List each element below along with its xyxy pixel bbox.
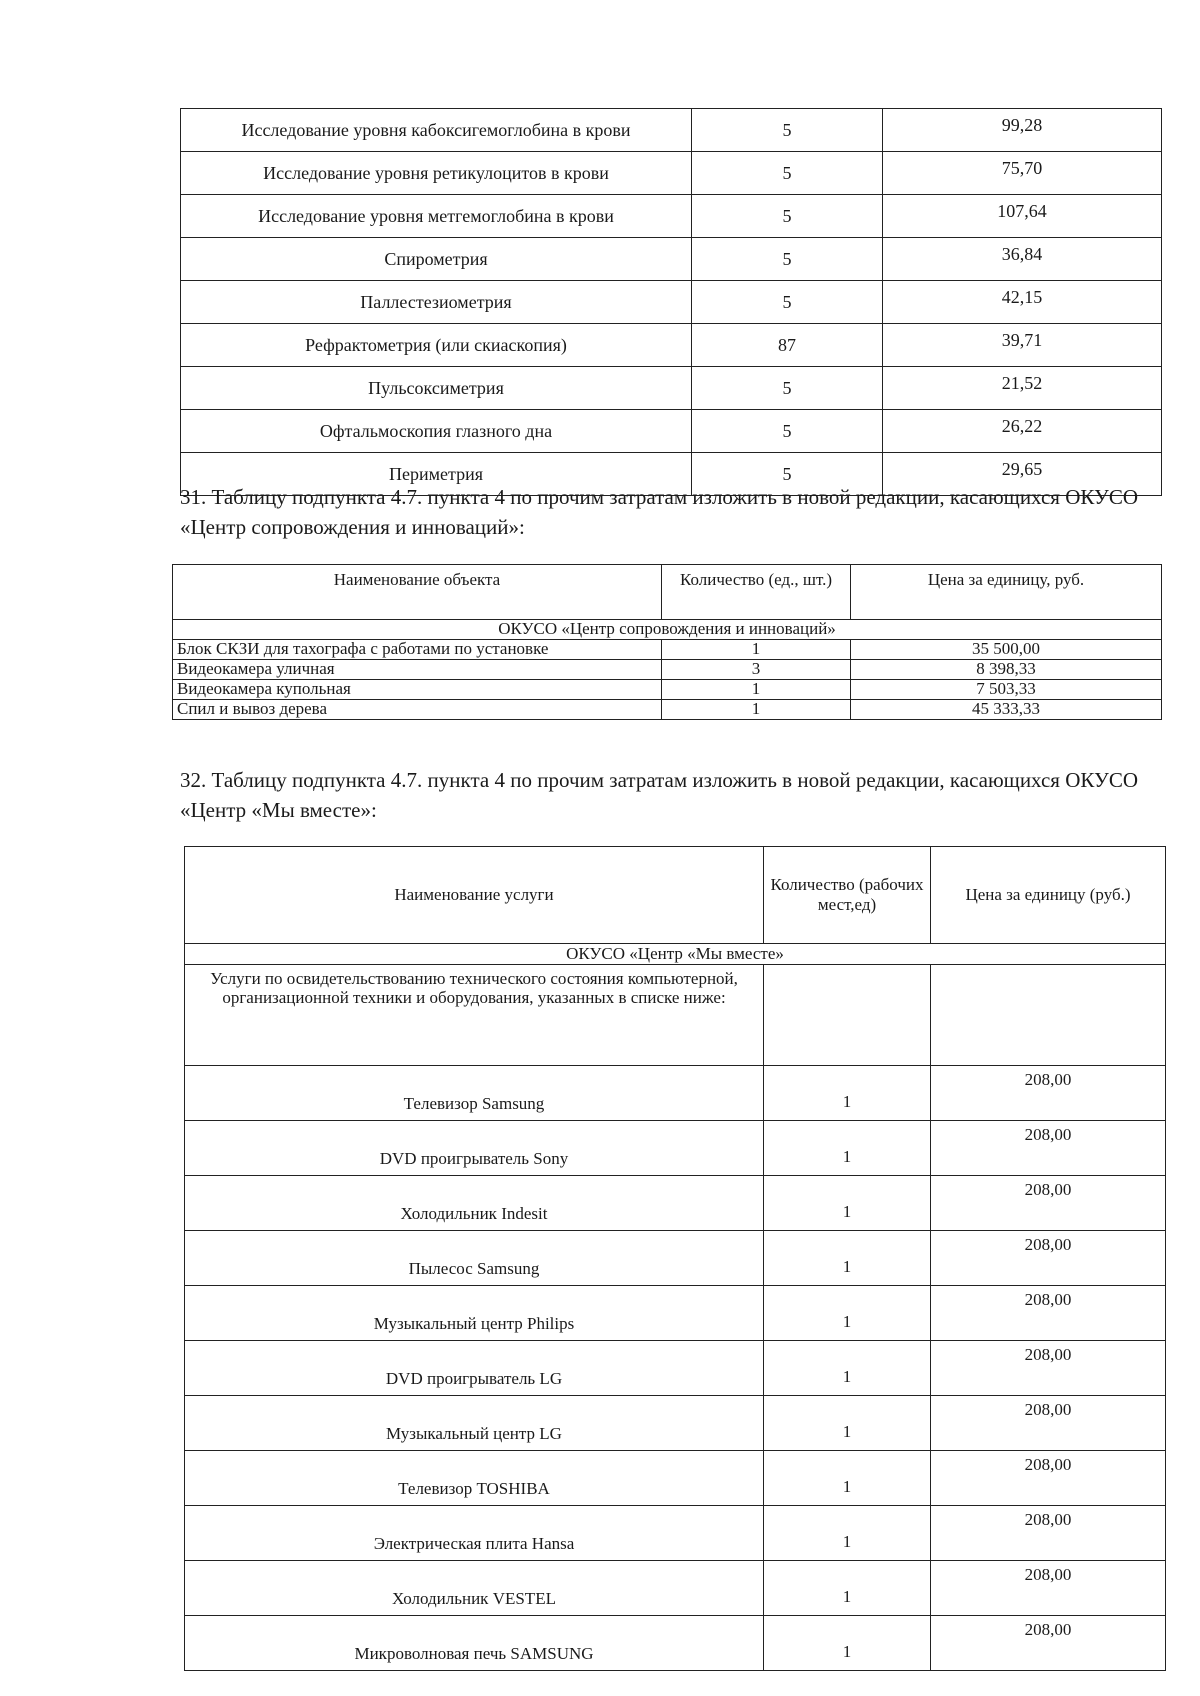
device-name: Музыкальный центр Philips [185,1285,764,1340]
device-name: DVD проигрыватель LG [185,1340,764,1395]
service-qty: 5 [692,109,883,152]
service-qty: 5 [692,195,883,238]
object-name: Видеокамера купольная [173,680,662,700]
paragraph-32: 32. Таблицу подпункта 4.7. пункта 4 по прочим затратам изложить в новой редакции, касающихся ОКУСО «Центр «Мы вместе»: [180,768,1138,822]
device-name: Холодильник Indesit [185,1175,764,1230]
device-qty: 1 [764,1175,931,1230]
service-qty: 5 [692,238,883,281]
intro-qty [764,964,931,1065]
device-qty: 1 [764,1120,931,1175]
object-qty: 1 [662,680,851,700]
device-price: 208,00 [931,1175,1166,1230]
service-name: Периметрия [181,453,692,496]
device-qty: 1 [764,1230,931,1285]
header-unit-price: Цена за единицу, руб. [851,565,1162,620]
service-name: Офтальмоскопия глазного дна [181,410,692,453]
service-price: 21,52 [883,367,1162,410]
table-row [173,680,1162,700]
service-price: 99,28 [883,109,1162,152]
device-qty: 1 [764,1560,931,1615]
device-price: 208,00 [931,1395,1166,1450]
table-row [181,109,1162,152]
device-price: 208,00 [931,1230,1166,1285]
table-row [173,700,1162,720]
group-row [185,944,1166,965]
service-name: Пульсоксиметрия [181,367,692,410]
object-name: Блок СКЗИ для тахографа с работами по установке [173,640,662,660]
services-table [184,846,1166,1671]
service-name: Спирометрия [181,238,692,281]
table-row [185,1340,1166,1395]
header-object-name: Наименование объекта [173,565,662,620]
header-quantity: Количество (ед., шт.) [662,565,851,620]
table-row [185,1065,1166,1120]
service-name: Паллестезиометрия [181,281,692,324]
device-name: DVD проигрыватель Sony [185,1120,764,1175]
table-row [185,1395,1166,1450]
device-price: 208,00 [931,1505,1166,1560]
device-qty: 1 [764,1285,931,1340]
service-qty: 87 [692,324,883,367]
table-header-row [185,847,1166,944]
device-name: Электрическая плита Hansa [185,1505,764,1560]
device-price: 208,00 [931,1285,1166,1340]
service-name: Исследование уровня ретикулоцитов в крови [181,152,692,195]
service-name: Исследование уровня кабоксигемоглобина в крови [181,109,692,152]
device-price: 208,00 [931,1560,1166,1615]
device-name: Телевизор Samsung [185,1065,764,1120]
table-row [181,367,1162,410]
device-name: Телевизор TOSHIBA [185,1450,764,1505]
table-row [181,281,1162,324]
device-qty: 1 [764,1065,931,1120]
intro-text: Услуги по освидетельствованию технического состояния компьютерной, организационной техники и оборудования, указанных в списке ниже: [185,964,764,1065]
service-price: 29,65 [883,453,1162,496]
service-price: 42,15 [883,281,1162,324]
object-name: Спил и вывоз дерева [173,700,662,720]
table-row [185,1285,1166,1340]
header-unit-price: Цена за единицу (руб.) [931,847,1166,944]
service-name: Исследование уровня метгемоглобина в крови [181,195,692,238]
device-name: Холодильник VESTEL [185,1560,764,1615]
object-qty: 1 [662,700,851,720]
device-name: Пылесос Samsung [185,1230,764,1285]
table-row [181,324,1162,367]
group-row [173,620,1162,640]
object-price: 35 500,00 [851,640,1162,660]
service-qty: 5 [692,410,883,453]
medical-services-table [180,108,1162,496]
device-price: 208,00 [931,1340,1166,1395]
table-row [185,1120,1166,1175]
table-row [181,238,1162,281]
device-qty: 1 [764,1450,931,1505]
table-row [173,640,1162,660]
header-quantity: Количество (рабочих мест,ед) [764,847,931,944]
service-price: 75,70 [883,152,1162,195]
service-price: 36,84 [883,238,1162,281]
table-row [185,1450,1166,1505]
object-name: Видеокамера уличная [173,660,662,680]
paragraph-31: 31. Таблицу подпункта 4.7. пункта 4 по прочим затратам изложить в новой редакции, касающихся ОКУСО «Центр сопровождения и инноваций»: [180,485,1138,539]
device-qty: 1 [764,1505,931,1560]
group-title: ОКУСО «Центр сопровождения и инноваций» [173,620,1162,640]
device-price: 208,00 [931,1615,1166,1670]
device-qty: 1 [764,1395,931,1450]
header-service-name: Наименование услуги [185,847,764,944]
service-qty: 5 [692,281,883,324]
service-price: 26,22 [883,410,1162,453]
service-qty: 5 [692,367,883,410]
device-qty: 1 [764,1340,931,1395]
table-row [185,1505,1166,1560]
objects-table [172,564,1162,720]
device-qty: 1 [764,1615,931,1670]
object-qty: 1 [662,640,851,660]
table-row [185,1230,1166,1285]
service-qty: 5 [692,152,883,195]
service-price: 39,71 [883,324,1162,367]
intro-price [931,964,1166,1065]
table-row [185,1560,1166,1615]
device-name: Музыкальный центр LG [185,1395,764,1450]
table-row [185,1615,1166,1670]
object-price: 8 398,33 [851,660,1162,680]
device-name: Микроволновая печь SAMSUNG [185,1615,764,1670]
device-price: 208,00 [931,1450,1166,1505]
table-row [181,410,1162,453]
service-name: Рефрактометрия (или скиаскопия) [181,324,692,367]
table-row [181,152,1162,195]
service-price: 107,64 [883,195,1162,238]
table-row [181,195,1162,238]
table-row [185,1175,1166,1230]
table-header-row [173,565,1162,620]
table-row [173,660,1162,680]
medical-services-table-body [181,109,1162,496]
service-qty: 5 [692,453,883,496]
object-price: 45 333,33 [851,700,1162,720]
object-qty: 3 [662,660,851,680]
device-price: 208,00 [931,1120,1166,1175]
intro-row [185,964,1166,1065]
group-title: ОКУСО «Центр «Мы вместе» [185,944,1166,965]
device-price: 208,00 [931,1065,1166,1120]
object-price: 7 503,33 [851,680,1162,700]
